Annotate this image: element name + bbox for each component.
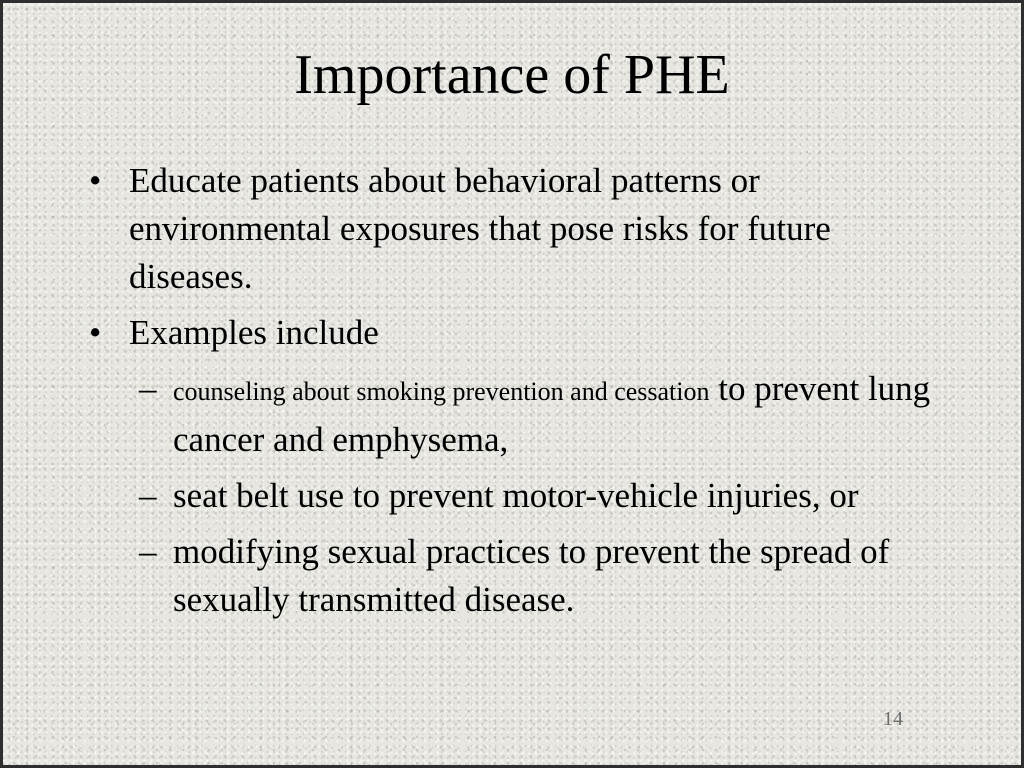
sub-item-text: modifying sexual practices to prevent the spread of sexually transmitted disease. [173, 532, 890, 619]
slide-content [89, 157, 949, 632]
bullet-text: Educate patients about behavioral patterns or environmental exposures that pose risks for future diseases. [129, 161, 831, 296]
bullet-item-examples [89, 309, 949, 357]
dash-marker: – [139, 476, 157, 515]
sub-item-text: seat belt use to prevent motor-vehicle injuries, or [173, 476, 859, 515]
sub-item-seat-belt [139, 472, 949, 520]
slide-title: Importance of PHE [294, 44, 730, 106]
bullet-marker: • [89, 161, 102, 200]
dash-marker: – [139, 532, 157, 571]
sub-item-smoking [139, 365, 949, 464]
sub-item-small-text: counseling about smoking prevention and cessation [173, 377, 710, 406]
sub-item-sexual-practices [139, 528, 949, 624]
bullet-item-educate [89, 157, 949, 301]
bullet-text: Examples include [129, 313, 379, 352]
bullet-marker: • [89, 313, 102, 352]
slide-number: 14 [883, 708, 903, 730]
sub-item-text: to prevent lung cancer and emphysema, [173, 369, 931, 459]
examples-sub-list [89, 365, 949, 624]
dash-marker: – [139, 369, 157, 408]
